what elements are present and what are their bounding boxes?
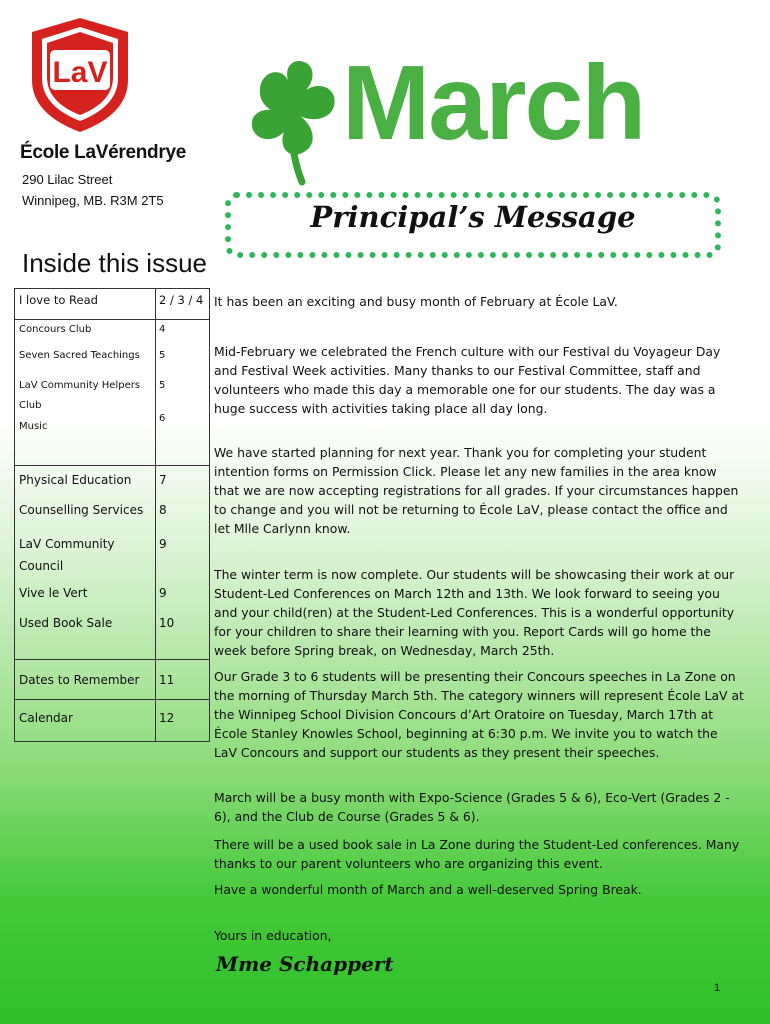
paragraph: It has been an exciting and busy month of February at École LaV. <box>214 294 618 309</box>
toc-item-page: 5 <box>159 380 166 391</box>
toc-item-title: Concours Club <box>19 324 92 335</box>
month-title: March <box>342 44 645 162</box>
school-name: École LaVérendrye <box>20 142 186 163</box>
school-logo <box>24 14 136 136</box>
toc-item-title: Music <box>19 421 48 432</box>
toc-item-title: Used Book Sale <box>19 616 113 630</box>
toc-item-page: 4 <box>159 324 166 335</box>
toc-item-title: Physical Education <box>19 473 132 487</box>
paragraph: Have a wonderful month of March and a well-deserved Spring Break. <box>214 882 642 897</box>
section-title: Principal’s Message <box>310 200 636 234</box>
toc-item-page: 2 / 3 / 4 <box>159 293 204 307</box>
toc-item-page: 7 <box>159 473 167 487</box>
toc-item-title: I love to Read <box>19 293 98 307</box>
toc-item-page: 8 <box>159 503 167 517</box>
shamrock-icon <box>244 56 344 190</box>
toc-table <box>14 288 210 742</box>
toc-item-page: 9 <box>159 586 167 600</box>
paragraph: March will be a busy month with Expo-Science (Grades 5 & 6), Eco-Vert (Grades 2 - 6), and the Club de Course (Grades 5 & 6). <box>214 790 730 824</box>
toc-heading: Inside this issue <box>22 248 207 278</box>
toc-rule <box>15 699 209 700</box>
paragraph: Mid-February we celebrated the French culture with our Festival du Voyageur Day and Festival Week activities. Many thanks to our Festival Committee, staff and volunteers who made this day a memorable one for our students. The day was a huge success with activities taking place all day long. <box>214 344 721 416</box>
closing: Yours in education, <box>214 928 332 943</box>
toc-item-title: Calendar <box>19 711 73 725</box>
toc-item-page: 9 <box>159 537 167 551</box>
toc-item-page: 6 <box>159 413 166 424</box>
toc-item-page: 5 <box>159 350 166 361</box>
toc-item-page: 12 <box>159 711 175 725</box>
toc-divider <box>155 289 156 741</box>
paragraph: Our Grade 3 to 6 students will be presenting their Concours speeches in La Zone on the morning of Thursday March 5th. The category winners will represent École LaV at the Winnipeg School Division Concours d’Art Oratoire on Tuesday, March 17th at École Stanley Knowles School, beginning at 6:30 p.m. We invite you to watch the LaV Concours and support our students as they present their speeches. <box>214 669 744 760</box>
toc-item-page: 10 <box>159 616 175 630</box>
paragraph: The winter term is now complete. Our students will be showcasing their work at our Student-Led Conferences on March 12th and 13th. We look forward to seeing you and your child(ren) at the Student-Led Conferences. This is a wonderful opportunity for your children to share their learning with you. Report Cards will go home the week before Spring break, on Wednesday, March 25th. <box>214 567 735 658</box>
address-line-2: Winnipeg, MB. R3M 2T5 <box>22 193 164 208</box>
toc-item-title: Dates to Remember <box>19 673 140 687</box>
toc-item-title: Vive le Vert <box>19 586 88 600</box>
address-line-1: 290 Lilac Street <box>22 172 113 187</box>
toc-item-title: LaV Community Council <box>19 537 115 573</box>
signature: Mme Schappert <box>216 952 394 976</box>
toc-rule <box>15 659 209 660</box>
toc-item-title: Seven Sacred Teachings <box>19 350 140 361</box>
toc-rule <box>15 465 209 466</box>
toc-item-title: Counselling Services <box>19 503 144 517</box>
page-number: 1 <box>714 982 721 994</box>
toc-rule <box>15 319 209 320</box>
toc-item-title: LaV Community Helpers Club <box>19 380 141 411</box>
logo-lettering: LaV <box>52 56 108 89</box>
paragraph: There will be a used book sale in La Zone during the Student-Led conferences. Many thanks to our parent volunteers who are organizing this event. <box>214 837 740 871</box>
toc-item-page: 11 <box>159 673 175 687</box>
paragraph: We have started planning for next year. Thank you for completing your student intention forms on Permission Click. Please let any new families in the area know that we are now accepting registrations for all grades. If your circumstances happen to change and you will not be returning to École LaV, please contact the office and let Mlle Carlynn know. <box>214 445 739 536</box>
